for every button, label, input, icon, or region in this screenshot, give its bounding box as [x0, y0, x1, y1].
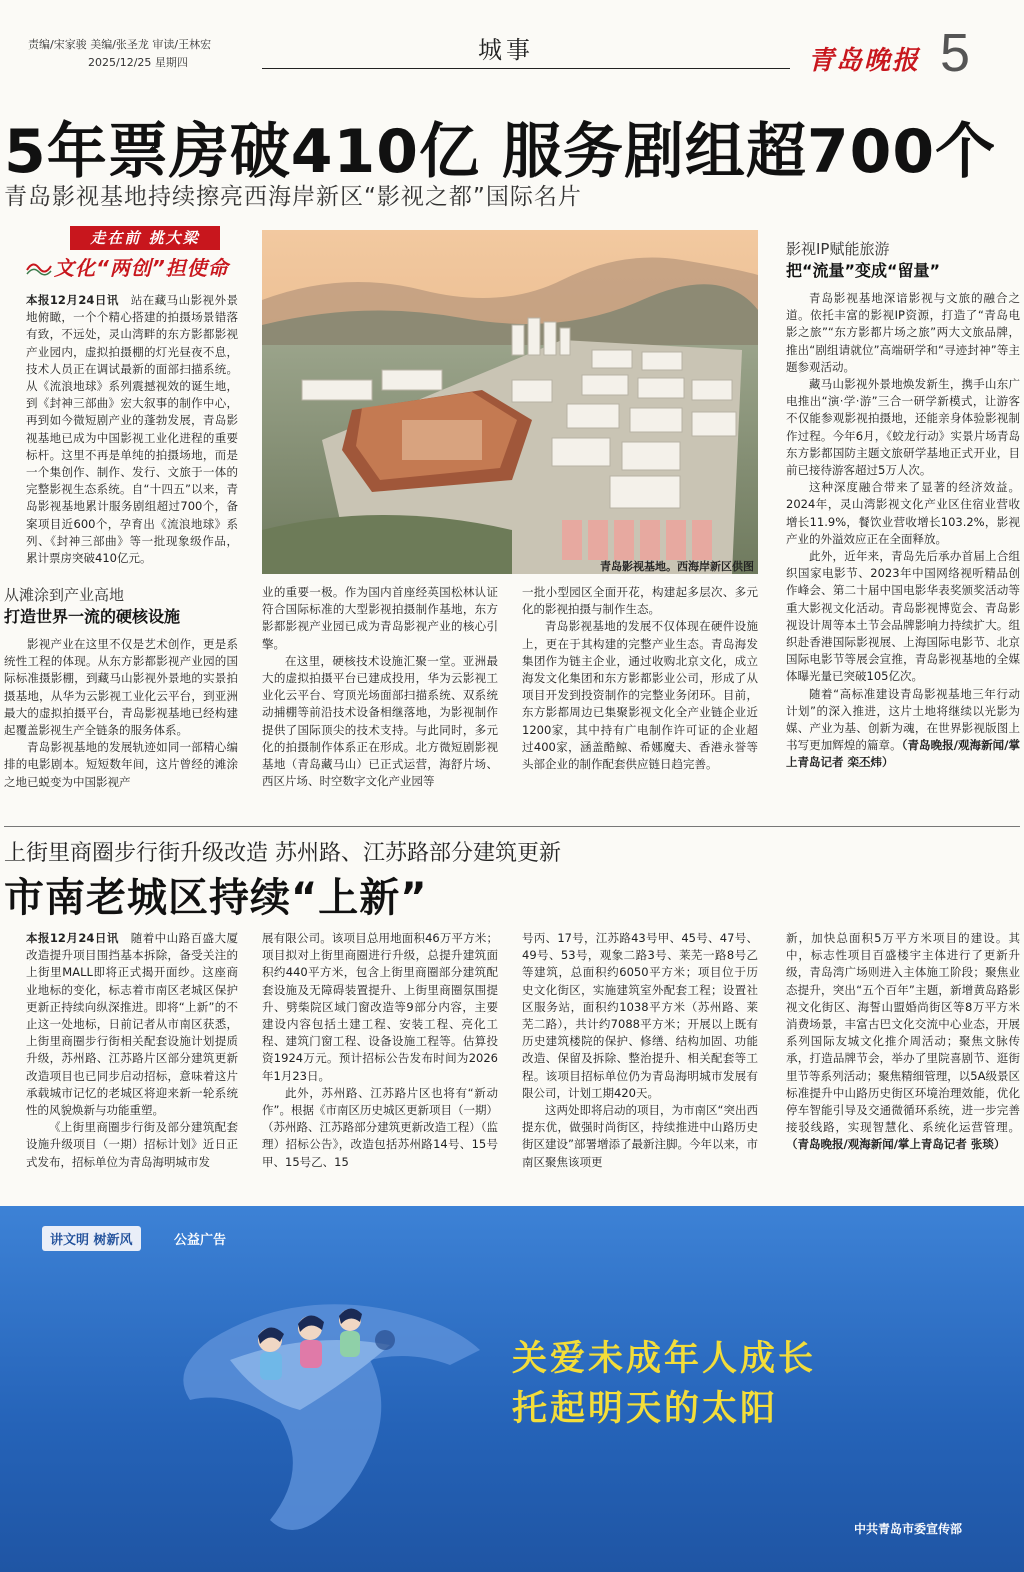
paragraph: 这种深度融合带来了显著的经济效益。2024年，灵山湾影视文化产业区住宿业营收增长11.9%，餐饮业营收增长103.2%，影视产业的外溢效应正在全面释放。 [786, 480, 1020, 546]
children-on-bird-illustration [150, 1270, 510, 1560]
ad-slogan [512, 1334, 816, 1434]
ad-type-label: 公益广告 [174, 1233, 227, 1248]
story1-col2 [262, 584, 498, 790]
header-credits-block [28, 36, 211, 72]
section1-heading: 打造世界一流的硬核设施 [4, 607, 181, 626]
paragraph: 此外，苏州路、江苏路片区也将有“新动作”。根据《市南区历史城区更新项目（一期）（苏州路、江苏路部分建筑更新改造工程）（监理）招标公告》，改造包括苏州路14号、15号甲、15号乙、15 [262, 1085, 498, 1169]
wave-icon [26, 256, 52, 276]
story1-subheadline: 青岛影视基地持续擦亮西海岸新区“影视之都”国际名片 [4, 184, 582, 210]
story1-col4 [786, 290, 1020, 772]
dateline: 本报12月24日讯 [26, 293, 119, 307]
ad-organization: 中共青岛市委宣传部 [854, 1522, 963, 1536]
newspaper-logo: 青岛晚报 [808, 46, 921, 76]
page-number: 5 [940, 23, 971, 83]
header-credits: 责编/宋家骏 美编/张圣龙 审读/王林宏 [28, 38, 212, 51]
dateline: 本报12月24日讯 [26, 931, 119, 945]
story2-col3 [522, 930, 758, 1171]
byline: （青岛晚报/观海新闻/掌上青岛记者 栾丕炜） [786, 738, 1020, 770]
paragraph: 展有限公司。该项目总用地面积46万平方米；项目拟对上街里商圈进行升级，总提升建筑面积约440平方米，包含上街里商圈部分建筑配套设施及无障碍装置提升、上街里商圈氛围提升、劈柴院区域门窗改造等9部分内容，主要建设内容包括土建工程、安装工程、亮化工程、建筑门窗工程、设备设施工程等。估算投资1924万元。预计招标公告发布时间为2026年1月23日。 [262, 931, 498, 1083]
paragraph: 随着“高标准建设青岛影视基地三年行动计划”的深入推进，这片土地将继续以光影为媒、产业为基、创新为魂，在世界影视版图上书写更加辉煌的篇章。 [786, 686, 1020, 753]
section1-kicker: 从滩涂到产业高地 [4, 586, 125, 604]
film-base-photo [262, 230, 758, 574]
story1-headline: 5年票房破410亿 服务剧组超700个 [4, 117, 997, 187]
story1-col1 [26, 292, 238, 567]
ad-tag: 讲文明 树新风 [42, 1226, 141, 1251]
paragraph: 此外，近年来，青岛先后承办首届上合组织国家电影节、2023年中国网络视听精品创作峰会、第二十届中国电影华表奖颁奖活动等重大影视文化活动。青岛影视博览会、青岛影视设计周等本土节会品牌影响力持续扩大。组织赴香港国际影视展、上海国际电影节、北京国际电影节等展会宣推，青岛影视基地的全媒体曝光量已突破105亿次。 [786, 549, 1020, 684]
paragraph: 在这里，硬核技术设施汇聚一堂。亚洲最大的虚拟拍摄平台已建成投用，华为云影视工业化云平台、穹顶光场面部扫描系统、双系统动捕棚等前沿技术设备相继落地，为影视制作提供了国际顶尖的技术支持。与此同时，多元化的拍摄制作体系正在形成。北方微短剧影视基地（青岛藏马山）已正式运营，海舒片场、西区片场、时空数字文化产业园等 [262, 653, 498, 789]
badge-top-label: 走在前 挑大梁 [70, 226, 220, 250]
paragraph: 号丙、17号，江苏路43号甲、45号、47号、49号、53号，观象二路3号、莱芜一路8号乙等建筑，总面积约6050平方米；项目位于历史文化街区，实施建筑室外配套工程；设置社区服务站，面积约1038平方米（苏州路、莱芜二路），共计约7088平方米；开展以上既有历史建筑楼院的保护、修缮、结构加固、功能改造、保留及拆除、整治提升、相关配套等工程。该项目招标单位仍为青岛海明城市发展有限公司，计划工期420天。 [522, 931, 758, 1100]
section2-kicker: 影视IP赋能旅游 [786, 240, 890, 258]
header-divider [262, 68, 790, 69]
paragraph: 影视产业在这里不仅是艺术创作，更是系统性工程的体现。从东方影都影视产业园的国际标准摄影棚，到藏马山影视外景地的实景拍摄基地，从华为云影视工业化云平台，到亚洲最大的虚拟拍摄平台，青岛影视基地已经构建起覆盖影视生产全链条的服务体系。 [4, 637, 238, 738]
paragraph: 新，加快总面积5万平方米项目的建设。其中，标志性项目百盛楼宇主体进行了更新升级，青岛湾广场则进入主体施工阶段；聚焦业态提升，突出“五个百年”主题，新增黄岛路影视文化街区、海誓山盟婚尚街区等8万平方米消费场景，丰富古巴文化交流中心业态，开展系列国际友城文化推介周活动；聚焦文脉传承，打造品牌节会，举办了里院喜剧节、逛街里节等系列活动；聚焦精细管理，以5A级景区标准提升中山路历史街区环境治理效能，优化停车智能引导及交通微循环系统，进一步完善接驳线路，实现智慧化、系统化运营管理。 [786, 931, 1020, 1135]
ad-slogan-line2: 托起明天的太阳 [512, 1389, 779, 1429]
paragraph: 一批小型园区全面开花，构建起多层次、多元化的影视拍摄与制作生态。 [522, 585, 758, 617]
section-name: 城事 [478, 36, 534, 64]
paragraph: 青岛影视基地的发展不仅体现在硬件设施上，更在于其构建的完整产业生态。青岛海发集团作为链主企业，通过收购北京文化，成立海发文化集团和东方影都影业公司，形成了从项目开发到投资制作的完整业务闭环。目前，东方影都周边已集聚影视文化全产业链企业近1200家，其中持有广电制作许可证的企业超过400家，涵盖酷鲸、希娜魔夫、香港永誉等头部企业的制作配套供应链日趋完善。 [522, 619, 758, 772]
story2-headline: 市南老城区持续“上新” [4, 875, 428, 921]
paragraph: 《上街里商圈步行街及部分建筑配套设施升级项目（一期）招标计划》近日正式发布，招标单位为青岛海明城市发 [26, 1120, 238, 1169]
story2-col1 [26, 930, 238, 1171]
photo-caption: 青岛影视基地。西海岸新区供图 [600, 560, 754, 573]
ad-slogan-line1: 关爱未成年人成长 [512, 1339, 817, 1379]
story2-col2 [262, 930, 498, 1171]
header-date: 2025/12/25 星期四 [88, 56, 188, 69]
story-divider [4, 826, 1020, 827]
paragraph: 青岛影视基地的发展轨迹如同一部精心编排的电影剧本。短短数年间，这片曾经的滩涂之地已蜕变为中国影视产 [4, 740, 238, 789]
story2-kicker: 上街里商圈步行街升级改造 苏州路、江苏路部分建筑更新 [4, 841, 561, 866]
story1-col3 [522, 584, 758, 773]
story1-intro-text: 站在藏马山影视外景地俯瞰，一个个精心搭建的拍摄场景错落有致，不远处，灵山湾畔的东方影都影视产业园内，虚拟拍摄棚的灯光昼夜不息，技术人员正在调试最新的面部扫描系统。从《流浪地球》系列震撼视效的诞生地，到《封神三部曲》宏大叙事的制作中心，再到如今微短剧产业的蓬勃发展，青岛影视基地已成为中国影视工业化进程的重要标杆。这里不再是单纯的拍摄场地，而是一个集创作、制作、发行、文旅于一体的完整影视生态系统。自“十四五”以来，青岛影视基地累计服务剧组超过700个，备案项目近600个，孕育出《流浪地球》系列、《封神三部曲》等一批现象级作品，累计票房突破410亿元。 [26, 293, 238, 566]
paragraph: 藏马山影视外景地焕发新生，携手山东广电推出“演·学·游”三合一研学新模式，让游客不仅能参观影视拍摄地，还能亲身体验影视制作过程。今年6月，《蛟龙行动》实景片场青岛东方影都国防主题文旅研学基地正式开业，目前已接待游客超过5万人次。 [786, 377, 1020, 478]
paragraph: 随着中山路百盛大厦改造提升项目围挡基本拆除，备受关注的上街里MALL即将正式揭开面纱。这座商业地标的变化，标志着市南区老城区保护更新正持续向纵深推进。即将“上新”的不止这一处地标，日前记者从市南区获悉，上街里商圈步行街相关配套设施计划提质升级，苏州路、江苏路片区部分建筑更新改造项目也已同步启动招标，意味着这片承载城市记忆的老城区将迎来新一轮系统性的风貌焕新与功能重塑。 [26, 931, 238, 1118]
byline: （青岛晚报/观海新闻/掌上青岛记者 张琰） [786, 1137, 1006, 1152]
paragraph: 青岛影视基地深谙影视与文旅的融合之道。依托丰富的影视IP资源，打造了“青岛电影之旅”“东方影都片场之旅”两大文旅品牌，推出“剧组请就位”高端研学和“寻迹封神”等主题参观活动。 [786, 291, 1020, 374]
story1-section1-text [4, 636, 238, 791]
paragraph: 业的重要一极。作为国内首座经英国松林认证符合国际标准的大型影视拍摄制作基地，东方影都影视产业园已成为青岛影视产业的核心引擎。 [262, 585, 498, 651]
badge-bottom-label: 文化“两创”担使命 [54, 256, 229, 280]
column-badge [26, 226, 240, 282]
story2-col4 [786, 930, 1020, 1154]
section2-heading: 把“流量”变成“留量” [786, 261, 941, 280]
paragraph: 这两处即将启动的项目，为市南区“突出西提东优，做强时尚街区，持续推进中山路历史街区建设”部署增添了最新注脚。今年以来，市南区聚焦该项更 [522, 1103, 758, 1169]
